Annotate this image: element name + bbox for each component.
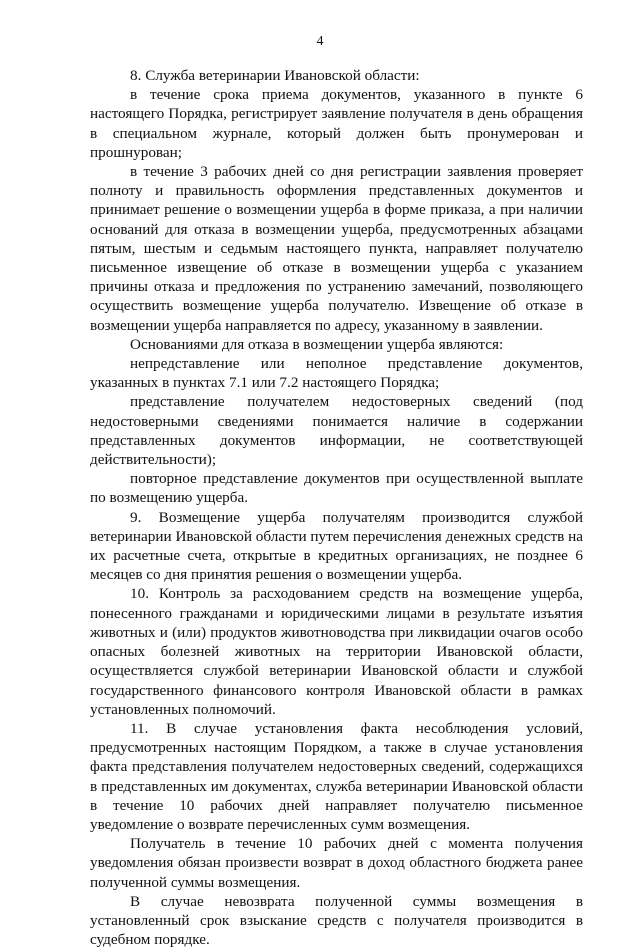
paragraph-refusal-grounds: Основаниями для отказа в возмещении ущерба являются:: [130, 335, 504, 353]
paragraph-court: В случае невозврата полученной суммы возмещения в установленный срок взыскание средств с получателя производится в судебном порядке.: [90, 892, 583, 949]
paragraph-ground-false-info: представление получателем недостоверных сведений (под недостоверными сведениями понимается наличие в содержании представленных документов информации, не соответствующей действительности);: [90, 393, 583, 469]
paragraph-8-registration: в течение срока приема документов, указанного в пункте 6 настоящего Порядка, регистрирует заявление получателя в день обращения в специальном журнале, который должен быть пронумерован и прошнурован;: [90, 86, 583, 161]
paragraph-11: 11. В случае установления факта несоблюдения условий, предусмотренных настоящим Порядком, а также в случае установления факта представления получателем недостоверных сведений, содержащихся в представленных им документах, служба ветеринарии Ивановской области в течение 10 рабочих дней направляет получателю письменное уведомление о возврате перечисленных сумм возмещения.: [90, 719, 583, 833]
document-body: [90, 66, 583, 949]
paragraph-ground-nonsubmission: непредставление или неполное представление документов, указанных в пунктах 7.1 или 7.2 настоящего Порядка;: [90, 355, 583, 392]
paragraph-8-review: в течение 3 рабочих дней со дня регистрации заявления проверяет полноту и правильность оформления представленных документов и принимает решение о возмещении ущерба в форме приказа, а при наличии оснований для отказа в возмещении ущерба, предусмотренных абзацами пятым, шестым и седьмым настоящего пункта, направляет получателю письменное извещение об отказе в возмещении ущерба с указанием причины отказа и предложения по устранению замечаний, позволяющего осуществить возмещение ущерба получателю. Извещение об отказе в возмещении ущерба направляется по адресу, указанному в заявлении.: [90, 163, 583, 334]
paragraph-ground-repeat: повторное представление документов при осуществленной выплате по возмещению ущерба.: [90, 470, 583, 507]
page-number: 4: [316, 34, 324, 49]
paragraph-8-heading: 8. Служба ветеринарии Ивановской области:: [130, 67, 420, 84]
paragraph-10: 10. Контроль за расходованием средств на возмещение ущерба, понесенного гражданами и юридическими лицами в результате изъятия животных и (или) продуктов животноводства при ликвидации очагов особо опасных болезней животных на территории Ивановской области, осуществляется службой ветеринарии Ивановской области и службой государственного финансового контроля Ивановской области в рамках установленных полномочий.: [90, 585, 583, 718]
paragraph-refund: Получатель в течение 10 рабочих дней с момента получения уведомления обязан произвести возврат в доход областного бюджета ранее полученной суммы возмещения.: [90, 835, 583, 891]
paragraph-9: 9. Возмещение ущерба получателям производится службой ветеринарии Ивановской области путем перечисления денежных средств на их расчетные счета, открытые в кредитных организациях, не позднее 6 месяцев со дня принятия решения о возмещении ущерба.: [90, 508, 583, 584]
